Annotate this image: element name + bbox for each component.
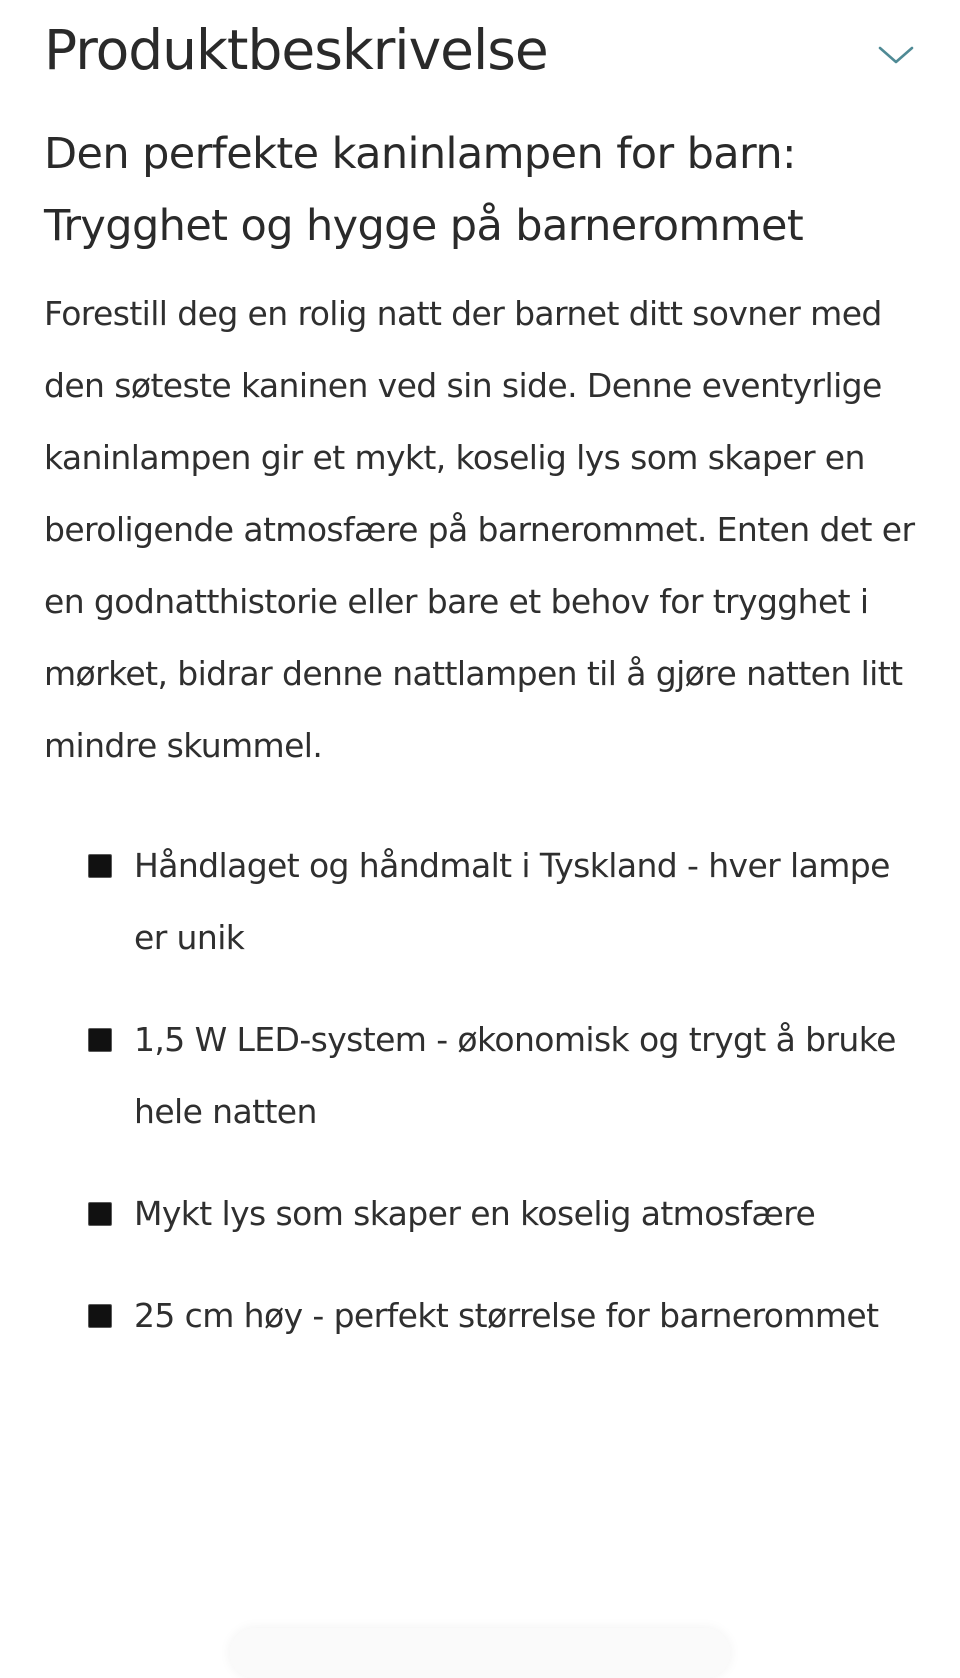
- feature-item: [44, 1004, 924, 1148]
- product-description-content: [44, 118, 924, 1382]
- feature-item: [44, 1280, 924, 1352]
- square-bullet-icon: [88, 1202, 112, 1226]
- chevron-down-icon[interactable]: [876, 35, 916, 75]
- product-heading: Den perfekte kaninlampen for barn: Trygghet og hygge på barnerommet: [44, 129, 804, 251]
- square-bullet-icon: [88, 1028, 112, 1052]
- feature-text: 1,5 W LED-system - økonomisk og trygt å bruke hele natten: [134, 1020, 896, 1131]
- accordion-header-produktbeskrivelse[interactable]: [44, 8, 920, 92]
- feature-text: Mykt lys som skaper en koselig atmosfære: [134, 1194, 816, 1233]
- accordion-title: Produktbeskrivelse: [44, 17, 548, 82]
- square-bullet-icon: [88, 1304, 112, 1328]
- product-intro-paragraph: Forestill deg en rolig natt der barnet ditt sovner med den søteste kaninen ved sin side. Denne eventyrlige kaninlampen gir et mykt, koselig lys som skaper en beroligende atmosfære på barnerommet. Enten det er en godnatthistorie eller bare et behov for trygghet i mørket, bidrar denne nattlampen til å gjøre natten litt mindre skummel.: [44, 294, 915, 765]
- floating-bar-edge: [230, 1628, 730, 1678]
- feature-item: [44, 830, 924, 974]
- feature-text: Håndlaget og håndmalt i Tyskland - hver lampe er unik: [134, 846, 890, 957]
- feature-list: [44, 830, 924, 1352]
- feature-text: 25 cm høy - perfekt størrelse for barnerommet: [134, 1296, 879, 1335]
- square-bullet-icon: [88, 854, 112, 878]
- feature-item: [44, 1178, 924, 1250]
